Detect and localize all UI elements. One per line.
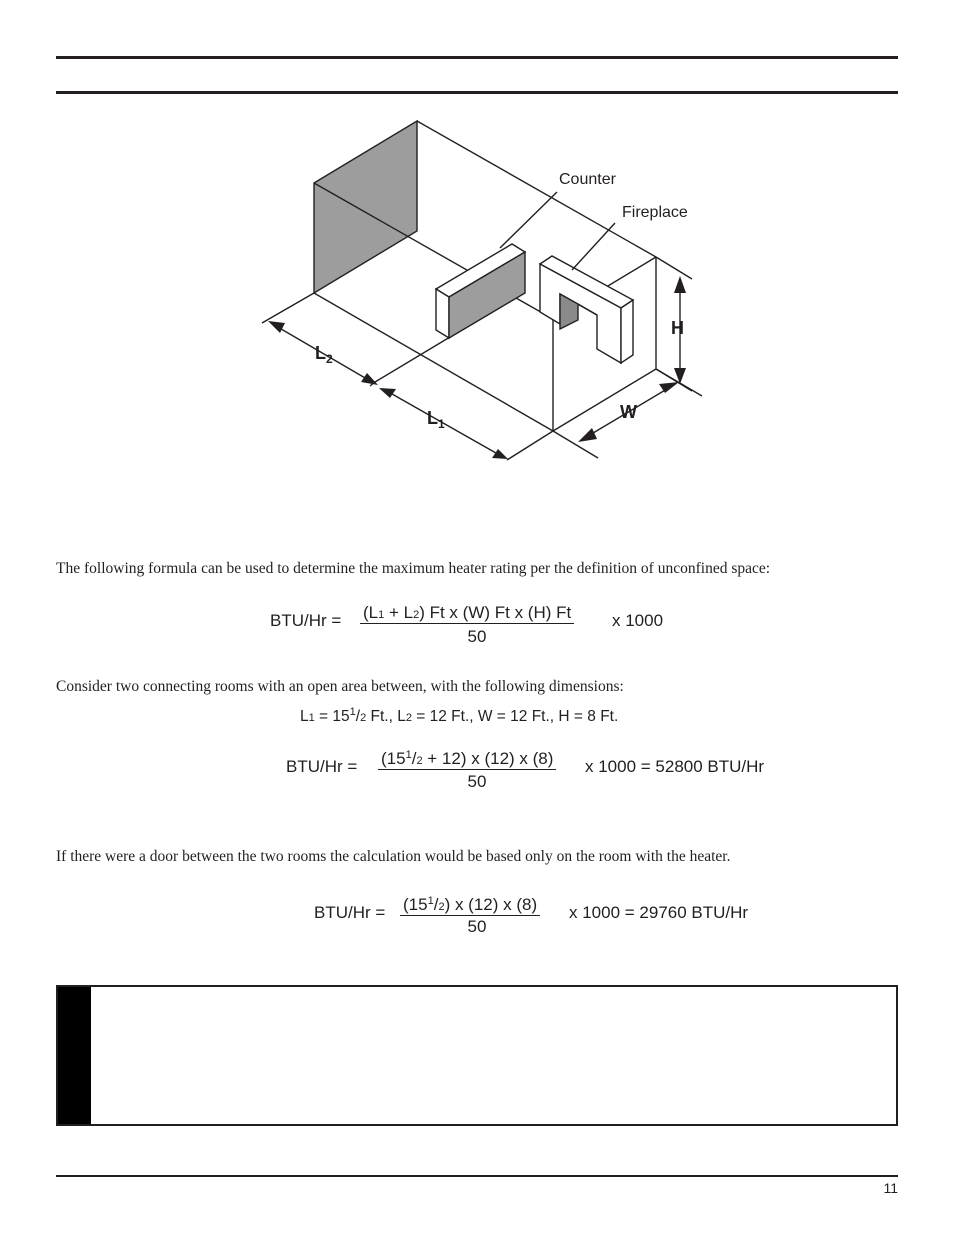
formula-1-multiplier: x 1000 bbox=[612, 611, 664, 630]
door-paragraph: If there were a door between the two rooms the calculation would be based only on the room with the heater. bbox=[56, 848, 731, 865]
formula-2-denominator: 50 bbox=[467, 772, 487, 791]
fireplace-right-side bbox=[621, 300, 633, 363]
example-paragraph: Consider two connecting rooms with an open area between, with the following dimensions: bbox=[56, 678, 624, 695]
arrow-l1-left bbox=[379, 388, 396, 398]
notice-box bbox=[56, 985, 898, 1126]
left-wall-shaded bbox=[314, 121, 417, 293]
formula-2-numerator: $(15^1/2 + 12)$ x (12) x (8) bbox=[378, 749, 556, 769]
arrow-h-top bbox=[674, 276, 686, 293]
footer-rule bbox=[56, 1175, 898, 1177]
intro-paragraph: The following formula can be used to determine the maximum heater rating per the definition of unconfined space: bbox=[56, 560, 771, 577]
formula-2-lhs: BTU/Hr = bbox=[286, 757, 358, 776]
formula-1-lhs: BTU/Hr = bbox=[270, 611, 342, 630]
width-label: W bbox=[620, 402, 637, 422]
dimensions-line: $L1 = 15^1/2$ Ft., L2 = 12 Ft., W = 12 Ft., H = 8 Ft. bbox=[300, 706, 619, 725]
formula-3-result: x 1000 = 29760 BTU/Hr bbox=[569, 903, 749, 922]
formula-3-numerator: $(15^1/2)$ x (12) x (8) bbox=[400, 895, 540, 915]
arrow-w-left bbox=[578, 428, 597, 442]
formula-3-denominator: 50 bbox=[467, 917, 487, 936]
room-dimensions-diagram bbox=[0, 0, 954, 520]
formula-2-result: x 1000 = 52800 BTU/Hr bbox=[585, 757, 765, 776]
fireplace-label: Fireplace bbox=[622, 204, 688, 221]
counter-label: Counter bbox=[559, 171, 616, 188]
formula-3-lhs: BTU/Hr = bbox=[314, 903, 386, 922]
formula-1-numerator: (L1 + L2) Ft x (W) Ft x (H) Ft bbox=[360, 603, 574, 623]
counter-front bbox=[436, 289, 449, 338]
l1-label: $L_1$ bbox=[427, 408, 445, 431]
arrow-l2-right bbox=[361, 373, 378, 385]
arrow-l1-right bbox=[492, 449, 508, 459]
page-number: 11 bbox=[883, 1180, 898, 1196]
l2-label: $L_2$ bbox=[315, 343, 333, 366]
notice-box-bar bbox=[58, 987, 91, 1124]
arrow-l2-left bbox=[268, 321, 285, 333]
formula-1-denominator: 50 bbox=[467, 627, 487, 646]
height-label: H bbox=[671, 318, 684, 338]
